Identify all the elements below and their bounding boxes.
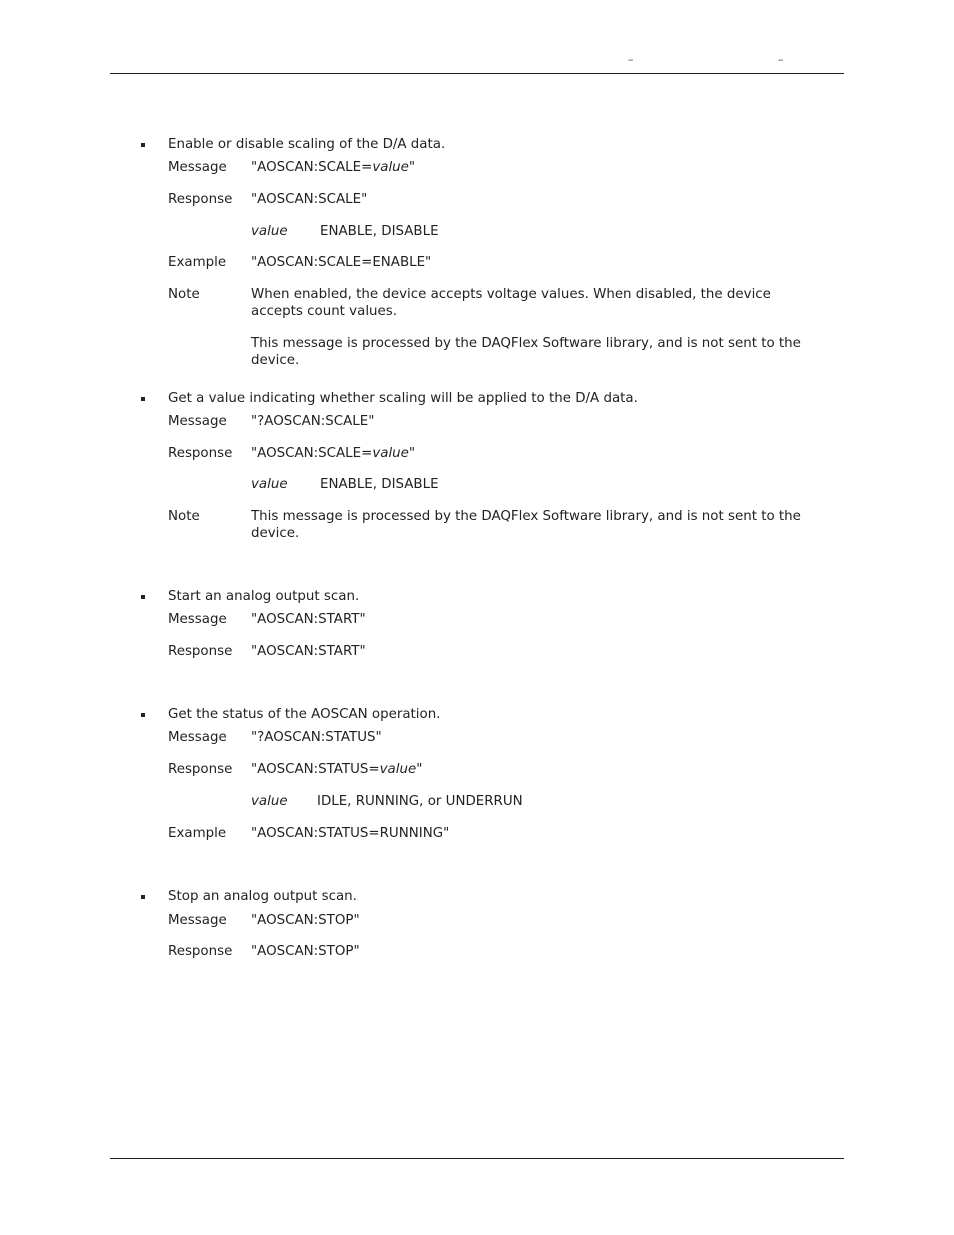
note-paragraph: This message is processed by the DAQFlex Software library, and is not sent to the device.	[251, 336, 801, 368]
bullet-icon	[141, 713, 145, 717]
message-label: Message	[168, 913, 227, 928]
response-label: Response	[168, 192, 233, 207]
bullet-icon	[141, 895, 145, 899]
note-paragraph: When enabled, the device accepts voltage values. When disabled, the device accepts count values.	[251, 287, 771, 319]
response-label: Response	[168, 944, 233, 959]
example-label: Example	[168, 255, 227, 270]
message-label: Message	[168, 730, 227, 745]
response-label: Response	[168, 446, 233, 461]
bullet-text: Get the status of the AOSCAN operation.	[168, 707, 441, 722]
header-rule	[110, 73, 844, 74]
response-value: "AOSCAN:STATUS=value"	[251, 762, 423, 777]
message-value: "AOSCAN:STOP"	[251, 913, 360, 928]
message-value: "AOSCAN:START"	[251, 612, 366, 627]
value-name: value	[251, 224, 288, 239]
value-options: ENABLE, DISABLE	[320, 224, 439, 239]
bullet-icon	[141, 143, 145, 147]
message-value: "AOSCAN:SCALE=value"	[251, 160, 416, 175]
response-value: "AOSCAN:SCALE=value"	[251, 446, 416, 461]
bullet-icon	[141, 595, 145, 599]
note-label: Note	[168, 287, 200, 302]
message-value: "?AOSCAN:SCALE"	[251, 414, 375, 429]
value-name: value	[251, 794, 288, 809]
response-value: "AOSCAN:STOP"	[251, 944, 360, 959]
note-paragraph: This message is processed by the DAQFlex Software library, and is not sent to the device.	[251, 509, 801, 541]
value-options: ENABLE, DISABLE	[320, 477, 439, 492]
message-label: Message	[168, 414, 227, 429]
header-mark-left: –	[628, 53, 634, 66]
message-label: Message	[168, 612, 227, 627]
header-mark-right: –	[778, 53, 784, 66]
footer-rule	[110, 1158, 844, 1159]
bullet-icon	[141, 397, 145, 401]
response-label: Response	[168, 644, 233, 659]
example-value: "AOSCAN:SCALE=ENABLE"	[251, 255, 432, 270]
value-name: value	[251, 477, 288, 492]
bullet-text: Enable or disable scaling of the D/A data.	[168, 137, 446, 152]
response-value: "AOSCAN:START"	[251, 644, 366, 659]
bullet-text: Start an analog output scan.	[168, 589, 360, 604]
message-value: "?AOSCAN:STATUS"	[251, 730, 382, 745]
message-label: Message	[168, 160, 227, 175]
response-label: Response	[168, 762, 233, 777]
example-label: Example	[168, 826, 227, 841]
bullet-text: Stop an analog output scan.	[168, 889, 357, 904]
response-value: "AOSCAN:SCALE"	[251, 192, 368, 207]
value-options: IDLE, RUNNING, or UNDERRUN	[317, 794, 523, 809]
example-value: "AOSCAN:STATUS=RUNNING"	[251, 826, 450, 841]
note-label: Note	[168, 509, 200, 524]
bullet-text: Get a value indicating whether scaling will be applied to the D/A data.	[168, 391, 638, 406]
